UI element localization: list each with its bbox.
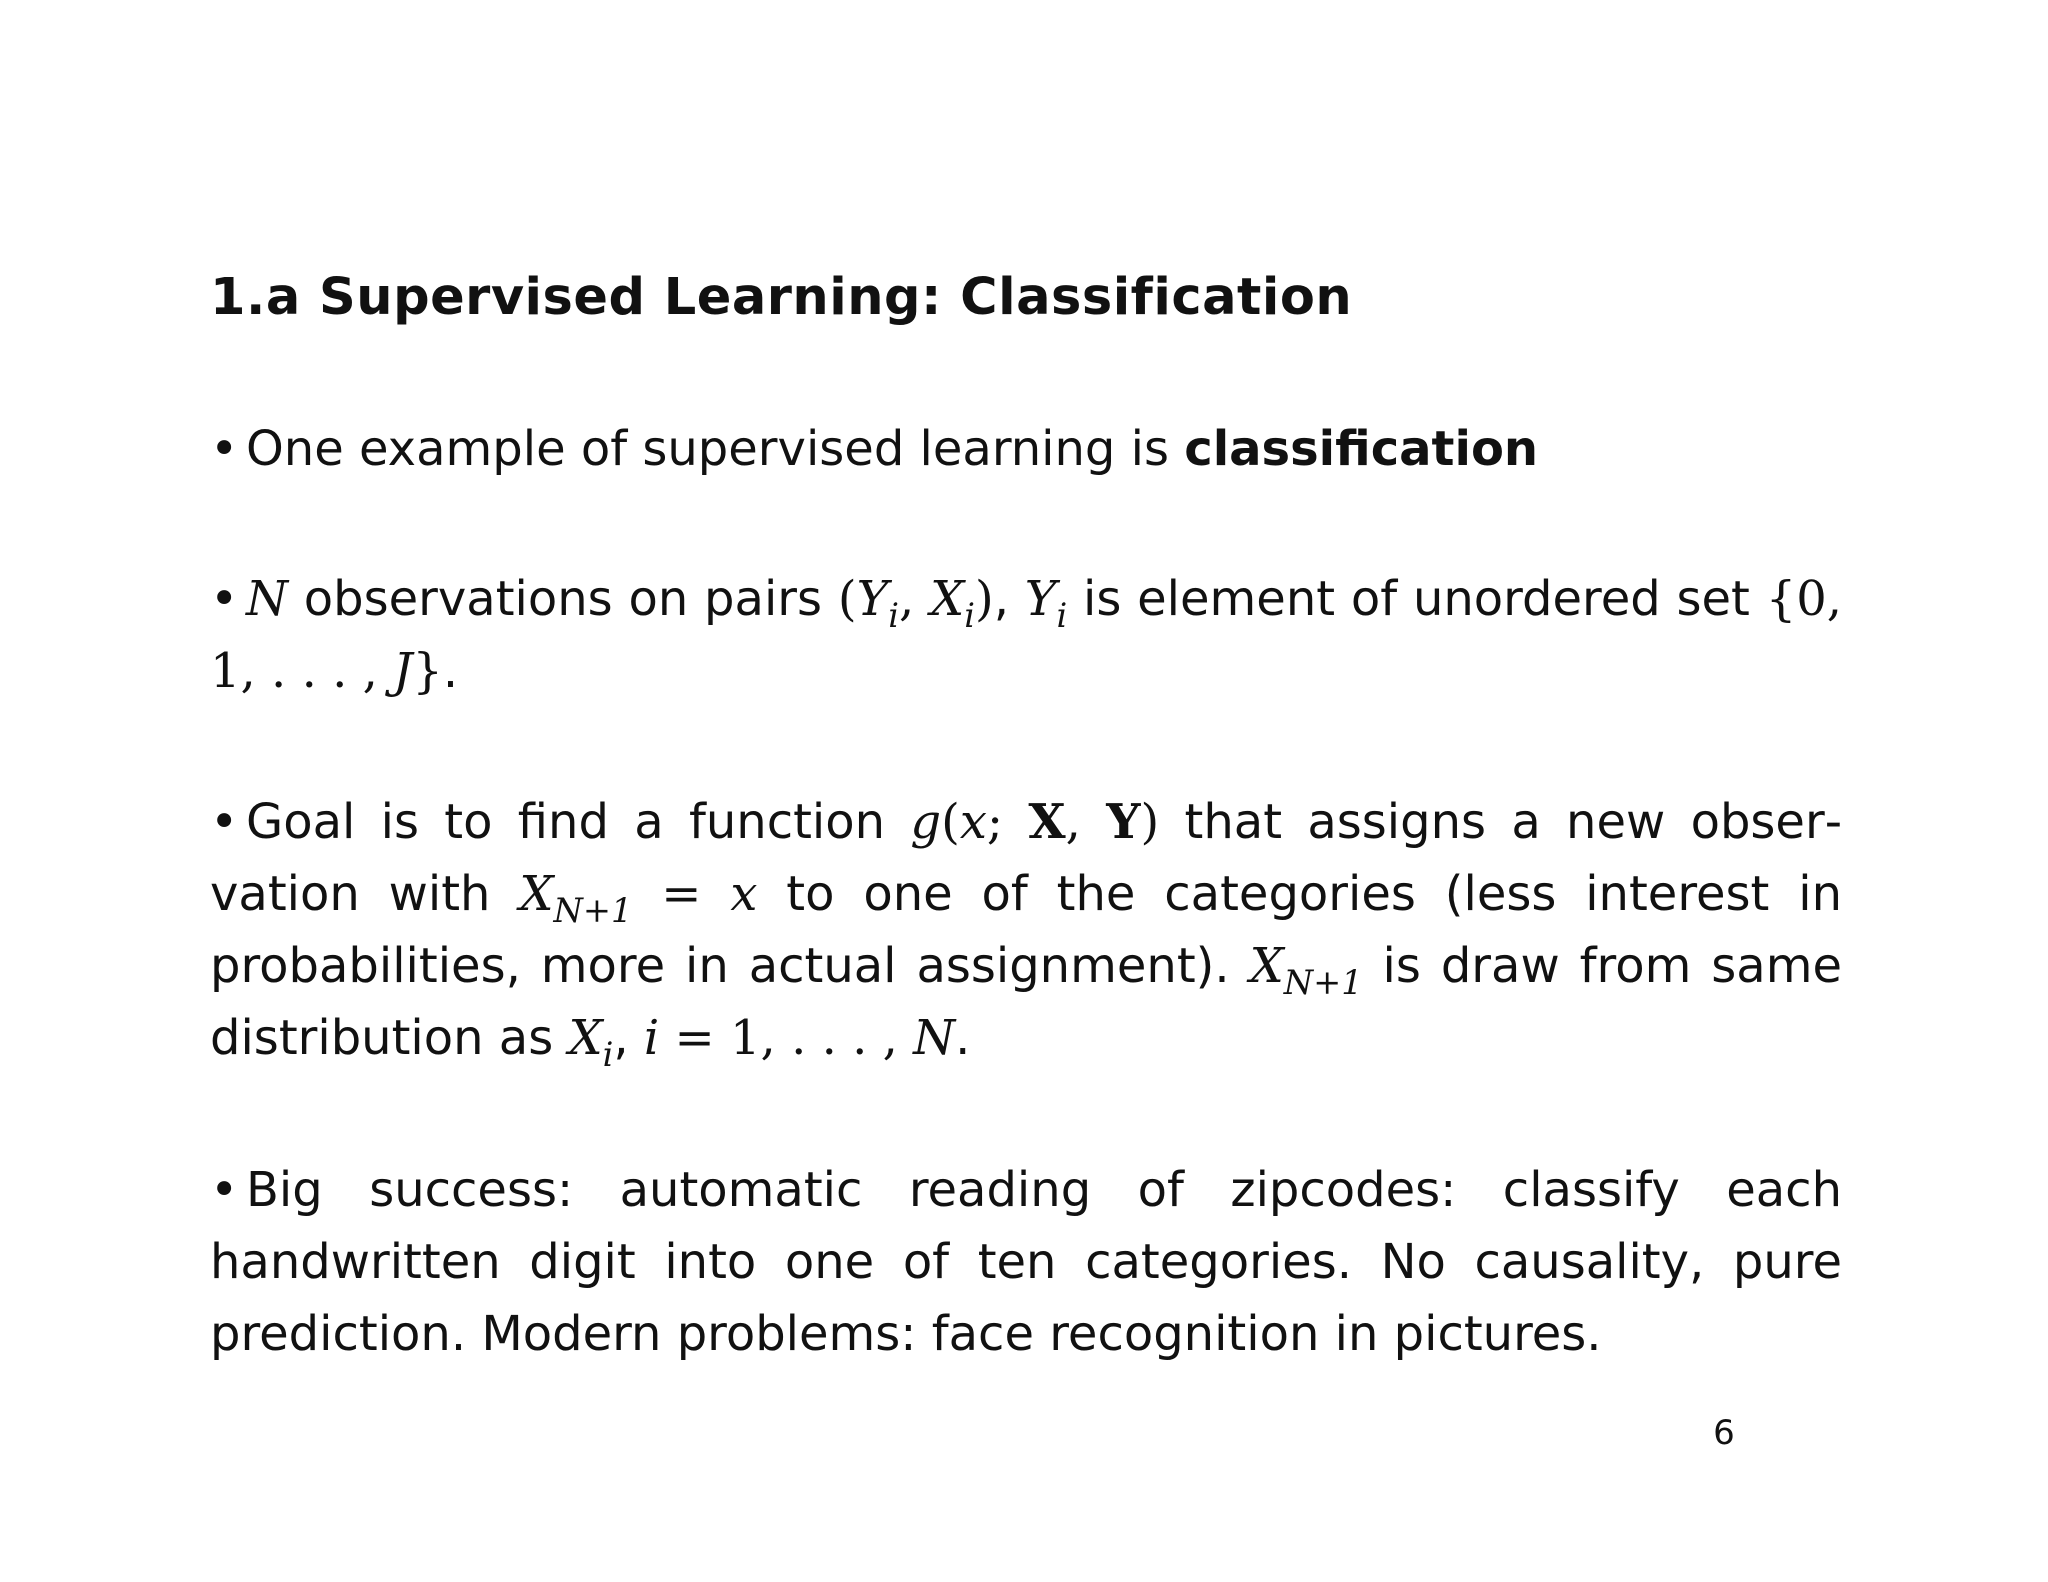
math-i: i (643, 1010, 660, 1066)
item-3-text-3: to one of the categories (less interest in probabilities, more in actual assignment). (210, 866, 1842, 994)
item-2-text-2: , (993, 571, 1025, 627)
item-2-text-4: . (442, 643, 459, 699)
item-1-text: One example of supervised learning is (246, 421, 1185, 477)
math-separator: , (1065, 794, 1107, 850)
math-eq-range: = 1, . . . , (659, 1010, 914, 1066)
math-X: X (519, 866, 554, 922)
math-sub-i: i (1056, 595, 1068, 635)
math-J: J (393, 643, 413, 699)
math-sub-i: i (964, 595, 975, 635)
math-semicolon: ; (986, 794, 1029, 850)
math-close-paren: ) (974, 571, 994, 627)
item-3-text-2: that assigns a new observation with (210, 794, 1843, 922)
math-sub-N-plus-1: N+1 (553, 890, 633, 930)
math-X: X (930, 571, 965, 627)
item-4-text: Big success: automatic reading of zipcodes: classify each handwritten digit into one of ten categories. No causality, pure prediction. Modern problems: face recognition in pictures. (210, 1162, 1842, 1362)
math-open-paren: ( (837, 571, 857, 627)
bullet-marker: • (210, 571, 239, 627)
bullet-marker: • (210, 794, 239, 850)
item-3-text-5: , (613, 1010, 644, 1066)
slide-title: 1.a Supervised Learning: Classification (210, 268, 1353, 327)
math-paren-open: ( (941, 794, 960, 850)
math-set-close: } (412, 643, 443, 699)
math-sub-i: i (602, 1034, 614, 1074)
item-3-text-1: Goal is to find a function (246, 794, 911, 850)
bullet-marker: • (210, 421, 239, 477)
math-x: x (730, 866, 758, 922)
math-N: N (246, 571, 288, 627)
item-2-text-1: observations on pairs (288, 571, 838, 627)
math-comma: , (899, 571, 931, 627)
math-set: {0, 1, . . . , (210, 571, 1843, 699)
item-3-text-4: is draw from same distribution as (210, 938, 1842, 1066)
math-paren-close: ) (1140, 794, 1160, 850)
math-sub-N-plus-1: N+1 (1283, 962, 1363, 1002)
page-number: 6 (1713, 1413, 1735, 1453)
math-X: X (568, 1010, 603, 1066)
bullet-item-1 (210, 413, 1842, 485)
bullet-item-2 (210, 563, 1842, 707)
math-bold-X: X (1028, 794, 1066, 850)
math-x: x (959, 794, 987, 850)
item-2-text-3: is element of unordered set (1067, 571, 1766, 627)
bullet-item-3 (210, 786, 1842, 1074)
math-g: g (910, 794, 942, 850)
math-N: N (913, 1010, 956, 1066)
math-Y: Y (1024, 571, 1057, 627)
bullet-item-4 (210, 1154, 1842, 1370)
item-1-bold-term: classification (1184, 421, 1539, 477)
item-3-period: . (955, 1010, 971, 1066)
math-sub-i: i (888, 595, 899, 635)
math-bold-Y: Y (1106, 794, 1141, 850)
math-Y: Y (856, 571, 889, 627)
math-X: X (1249, 938, 1284, 994)
bullet-marker: • (210, 1162, 239, 1218)
math-equals: = (632, 866, 731, 922)
